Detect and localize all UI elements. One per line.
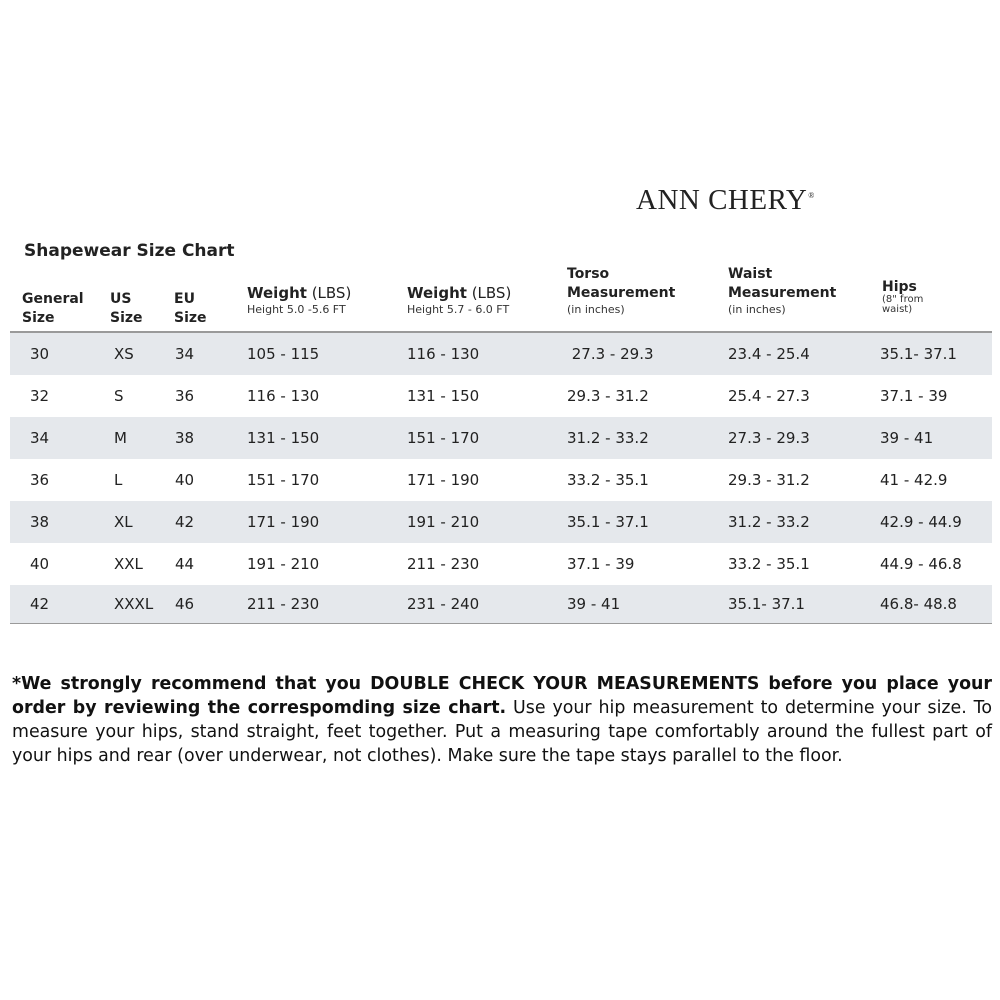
measurement-note — [12, 672, 992, 768]
cell-weight-tall: 131 - 150 — [407, 387, 480, 405]
table-bottom-rule — [10, 623, 992, 624]
cell-weight-short: 105 - 115 — [247, 345, 320, 363]
cell-hips: 44.9 - 46.8 — [880, 555, 962, 573]
cell-eu-size: 42 — [175, 513, 195, 531]
cell-waist: 25.4 - 27.3 — [728, 387, 810, 405]
note-emphasis: *We strongly recommend that you DOUBLE CHECK YOUR MEASUREMENTS before you place your order by reviewing the correspomding size chart. — [12, 674, 992, 718]
cell-weight-tall: 171 - 190 — [407, 471, 480, 489]
cell-torso: 27.3 - 29.3 — [567, 345, 654, 363]
cell-us-size: XXL — [114, 555, 143, 573]
cell-weight-tall: 191 - 210 — [407, 513, 480, 531]
cell-torso: 35.1 - 37.1 — [567, 513, 649, 531]
cell-torso: 37.1 - 39 — [567, 555, 635, 573]
cell-weight-tall: 211 - 230 — [407, 555, 480, 573]
brand-name: ANN CHERY — [636, 184, 808, 216]
cell-eu-size: 34 — [175, 345, 195, 363]
cell-hips: 41 - 42.9 — [880, 471, 948, 489]
cell-us-size: M — [114, 429, 127, 447]
cell-weight-short: 191 - 210 — [247, 555, 320, 573]
cell-waist: 27.3 - 29.3 — [728, 429, 810, 447]
cell-us-size: XL — [114, 513, 133, 531]
cell-torso: 31.2 - 33.2 — [567, 429, 649, 447]
cell-hips: 39 - 41 — [880, 429, 934, 447]
cell-eu-size: 40 — [175, 471, 195, 489]
cell-general-size: 30 — [30, 345, 50, 363]
cell-weight-tall: 151 - 170 — [407, 429, 480, 447]
cell-hips: 42.9 - 44.9 — [880, 513, 962, 531]
table-row — [10, 543, 992, 585]
cell-waist: 33.2 - 35.1 — [728, 555, 810, 573]
cell-eu-size: 46 — [175, 595, 195, 613]
cell-hips: 37.1 - 39 — [880, 387, 948, 405]
cell-eu-size: 38 — [175, 429, 195, 447]
cell-general-size: 38 — [30, 513, 50, 531]
header-us-size: US Size — [110, 291, 143, 326]
table-row — [10, 585, 992, 623]
table-row — [10, 375, 992, 417]
header-hips: Hips (8" from waist) — [882, 279, 924, 315]
cell-general-size: 34 — [30, 429, 50, 447]
table-row — [10, 501, 992, 543]
registered-mark: ® — [808, 191, 815, 201]
cell-weight-short: 131 - 150 — [247, 429, 320, 447]
cell-waist: 31.2 - 33.2 — [728, 513, 810, 531]
header-weight-tall: Weight (LBS) Height 5.7 - 6.0 FT — [407, 284, 512, 316]
table-row — [10, 459, 992, 501]
note-body: Use your hip measurement to determine your size. To measure your hips, stand straight, feet together. Put a measuring tape comfortably around the fullest part of your hips and rear (over underwear, not clothes). Make sure the tape stays parallel to the floor. — [12, 698, 992, 766]
cell-general-size: 36 — [30, 471, 50, 489]
cell-weight-short: 171 - 190 — [247, 513, 320, 531]
cell-eu-size: 44 — [175, 555, 195, 573]
cell-weight-short: 211 - 230 — [247, 595, 320, 613]
header-general-size: General Size — [22, 291, 84, 326]
cell-hips: 46.8- 48.8 — [880, 595, 957, 613]
header-weight-short: Weight (LBS) Height 5.0 -5.6 FT — [247, 284, 352, 316]
header-torso: Torso Measurement (in inches) — [567, 266, 676, 316]
cell-us-size: S — [114, 387, 124, 405]
cell-us-size: XS — [114, 345, 134, 363]
cell-general-size: 40 — [30, 555, 50, 573]
table-row — [10, 333, 992, 375]
cell-us-size: XXXL — [114, 595, 154, 613]
cell-waist: 29.3 - 31.2 — [728, 471, 810, 489]
cell-general-size: 42 — [30, 595, 50, 613]
header-waist: Waist Measurement (in inches) — [728, 266, 837, 316]
cell-weight-tall: 116 - 130 — [407, 345, 480, 363]
table-row — [10, 417, 992, 459]
cell-torso: 29.3 - 31.2 — [567, 387, 649, 405]
cell-torso: 33.2 - 35.1 — [567, 471, 649, 489]
chart-title: Shapewear Size Chart — [24, 241, 235, 261]
cell-us-size: L — [114, 471, 123, 489]
cell-weight-tall: 231 - 240 — [407, 595, 480, 613]
cell-general-size: 32 — [30, 387, 50, 405]
header-eu-size: EU Size — [174, 291, 207, 326]
cell-weight-short: 116 - 130 — [247, 387, 320, 405]
cell-hips: 35.1- 37.1 — [880, 345, 957, 363]
cell-waist: 35.1- 37.1 — [728, 595, 805, 613]
brand-logo — [636, 184, 815, 217]
cell-eu-size: 36 — [175, 387, 195, 405]
cell-torso: 39 - 41 — [567, 595, 621, 613]
cell-waist: 23.4 - 25.4 — [728, 345, 810, 363]
cell-weight-short: 151 - 170 — [247, 471, 320, 489]
